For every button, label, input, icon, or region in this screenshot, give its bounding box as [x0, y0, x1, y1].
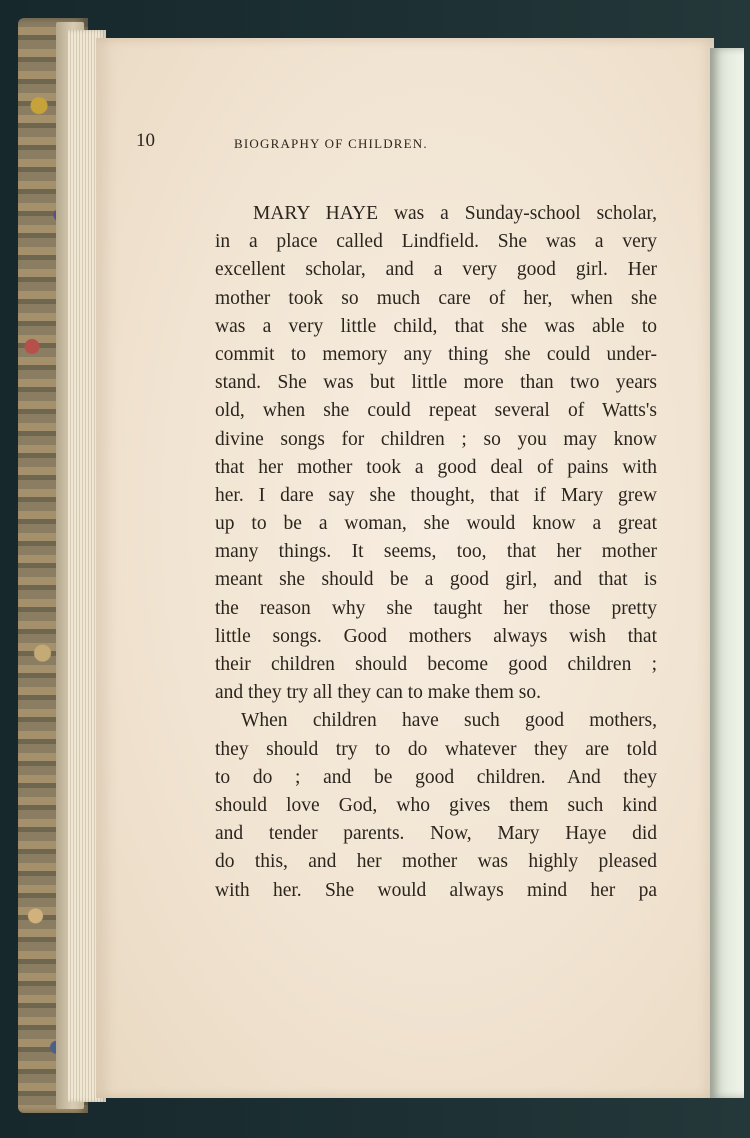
text-line: in a place called Lindfield. She was a very	[215, 231, 657, 253]
text-line: and they try all they can to make them so.	[215, 682, 541, 704]
text-line: the reason why she taught her those pretty	[215, 597, 657, 619]
text-line: with her. She would always mind her pa	[215, 879, 657, 901]
text-line: little songs. Good mothers always wish that	[215, 625, 657, 647]
running-head-title: BIOGRAPHY OF CHILDREN.	[234, 136, 428, 151]
text-line: their children should become good children ;	[215, 654, 657, 675]
text-line: and tender parents. Now, Mary Haye did	[215, 823, 657, 845]
text-line: divine songs for children ; so you may know	[215, 428, 657, 450]
text-line: up to be a woman, she would know a great	[215, 513, 657, 535]
running-head	[136, 130, 606, 156]
text-line: mother took so much care of her, when she	[215, 287, 657, 309]
text-line: commit to memory any thing she could under-	[215, 343, 657, 365]
text-line: that her mother took a good deal of pains with	[215, 456, 657, 478]
text-line: stand. She was but little more than two years	[215, 372, 657, 394]
text-line: to do ; and be good children. And they	[215, 766, 657, 788]
text-line: they should try to do whatever they are told	[215, 738, 657, 760]
page-number: 10	[136, 130, 155, 151]
text-line: was a very little child, that she was able to	[215, 315, 657, 337]
text-line: MARY HAYE was a Sunday-school scholar,	[253, 203, 657, 224]
text-line: should love God, who gives them such kind	[215, 794, 657, 816]
text-line: her. I dare say she thought, that if Mary grew	[215, 484, 657, 506]
text-line: old, when she could repeat several of Watts's	[215, 400, 657, 422]
text-line: many things. It seems, too, that her mother	[215, 541, 657, 563]
text-line: do this, and her mother was highly pleased	[215, 851, 657, 873]
text-line: meant she should be a good girl, and that is	[215, 569, 657, 591]
facing-page-edge	[710, 48, 744, 1098]
text-line: When children have such good mothers,	[241, 710, 657, 732]
text-line: excellent scholar, and a very good girl. Her	[215, 259, 657, 281]
body-text	[215, 200, 657, 905]
